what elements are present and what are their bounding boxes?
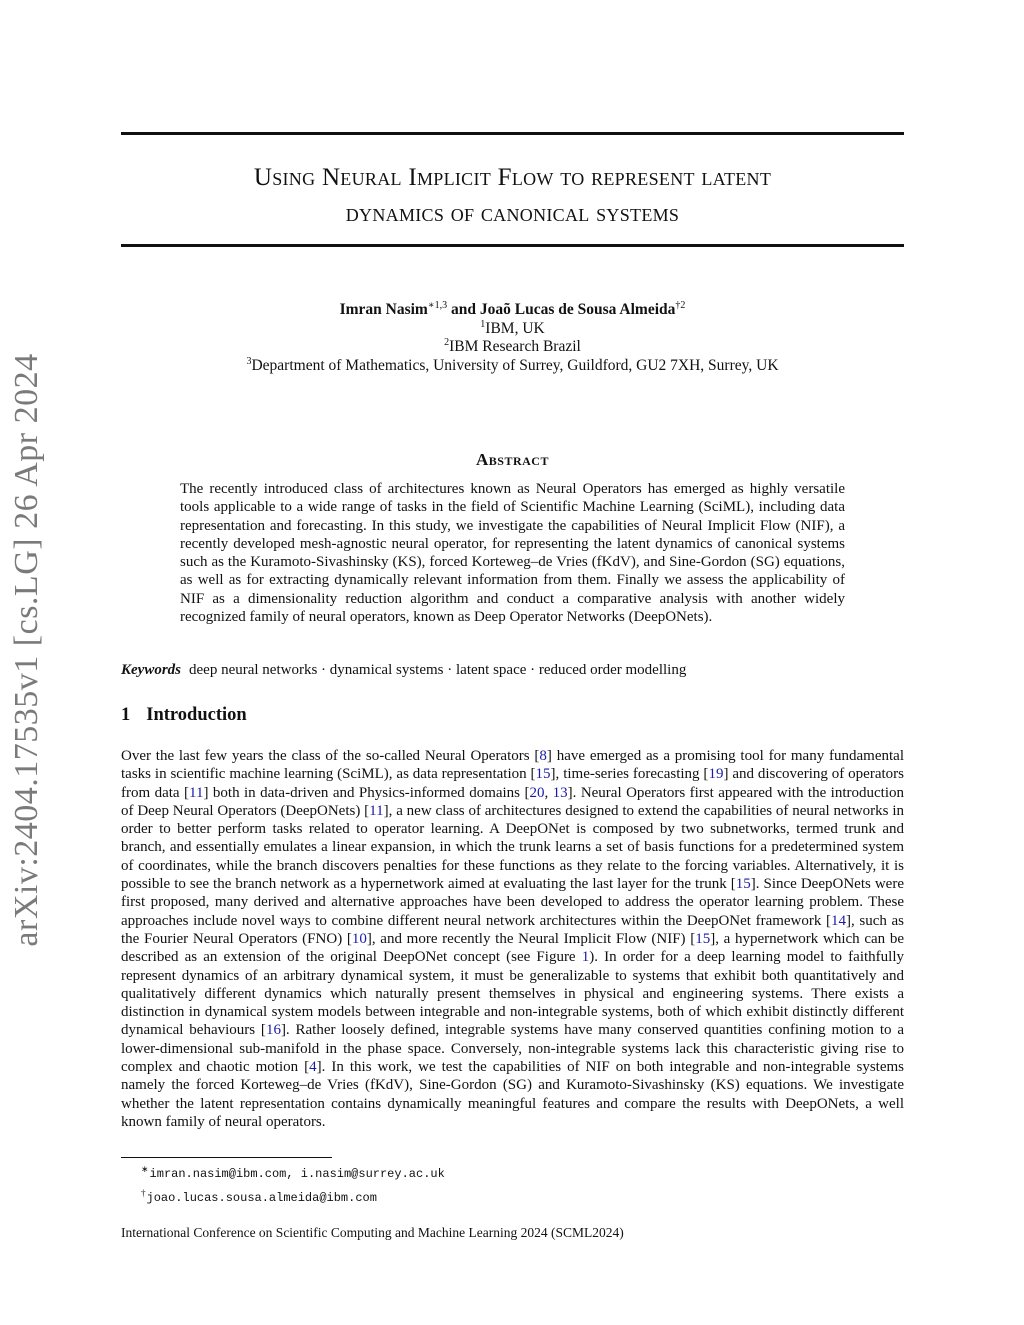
title-bottom-rule [121,244,904,247]
citation-link[interactable]: 11 [369,802,384,819]
footnote-divider [121,1157,332,1158]
figure-link[interactable]: 1 [581,949,590,966]
paper-title [121,160,904,232]
venue-footer: International Conference on Scientific Computing and Machine Learning 2024 (SCML2024) [121,1225,624,1240]
footnotes [141,1160,445,1208]
citation-link[interactable]: 20 [529,784,545,801]
affiliation-1: $^1$IBM, UK [480,318,545,337]
citation-link[interactable]: 15 [535,766,551,783]
keywords-label: Keywords [121,662,181,678]
title-line-2: dynamics of canonical systems [345,200,680,227]
citation-link[interactable]: 16 [265,1022,281,1039]
citation-link[interactable]: 19 [708,766,724,783]
introduction-paragraph: Over the last few years the class of the so-called Neural Operators [8] have emerged as a promising tool for many fundamental tasks in scientific machine learning (SciML), as data representation [15], time-series forecasting [19] and discovering of operators from data [11] both in data-driven and Physics-informed domains [20, 13]. Neural Operators first appeared with the introduction of Deep Neural Operators (DeepONets) [11], a new class of architectures designed to extend the capabilities of neural networks in order to better perform tasks related to operator learning. A DeepONet is composed by two subnetworks, termed trunk and branch, and essentially emulates a linear expansion, in which the trunk learns a set of basis functions for a predetermined system of coordinates, while the branch discovers penalties for these functions as they relate to the forcing variables. Alternatively, it is possible to see the branch network as a hypernetwork aimed at evaluating the last layer for the trunk [15]. Since DeepONets were first proposed, many derived and alternative approaches have been developed to address the operator learning problem. These approaches include novel ways to combine different neural network architectures within the DeepONet framework [14], such as the Fourier Neural Operators (FNO) [10], and more recently the Neural Implicit Flow (NIF) [15], a hypernetwork which can be described as an extension of the original DeepONet concept (see Figure 1). In order for a deep learning model to faithfully represent dynamics of an arbitrary dynamical system, it must be generalizable to systems that exhibit both quantitatively and qualitatively different dynamics which naturally present themselves in physical and engineering systems. There exists a distinction in dynamical system models between integrable and non-integrable systems, both of which exhibit distinctly different dynamical behaviours [16]. Rather loosely defined, integrable systems have many conserved quantities confining motion to a lower-dimensional sub-manifold in the phase space. Conversely, non-integrable systems lack this characteristic giving rise to complex and chaotic motion [4]. In this work, we test the capabilities of NIF on both integrable and non-integrable systems namely the forced Korteweg–de Vries (fKdV), Sine-Gordon (SG) and Kuramoto-Sivashinsky (KS) equations. We investigate whether the latent representation contains dynamically meaningful features and compare the results with DeepONets, a well known family of neural operators. [121,748,905,1130]
citation-link[interactable]: 11 [189,784,204,801]
arxiv-id: arXiv:2404.17535v1 [cs.LG] 26 Apr 2024 [8,353,45,947]
title-top-rule [121,132,904,135]
keywords [121,661,904,679]
author-1: Imran Nasim [339,301,428,318]
section-title: Introduction [146,705,247,725]
author-block [121,301,904,375]
author-2-affil: †2 [675,299,686,311]
citation-link[interactable]: 8 [539,748,547,764]
keywords-text: deep neural networks · dynamical systems · latent space · reduced order modelling [189,662,687,678]
citation-link[interactable]: 15 [695,930,711,947]
title-line-1: Using Neural Implicit Flow to represent latent [253,164,772,191]
citation-link[interactable]: 13 [552,784,568,801]
footnote-2: †joao.lucas.sousa.almeida@ibm.com [141,1188,377,1205]
abstract-text: The recently introduced class of architectures known as Neural Operators has emerged as highly versatile tools applicable to a wide range of tasks in the field of Scientific Machine Learning (SciML), including data representation and forecasting. In this study, we investigate the capabilities of Neural Implicit Flow (NIF), a recently developed mesh-agnostic neural operator, for representing the latent dynamics of canonical systems such as the Kuramoto-Sivashinsky (KS), forced Korteweg–de Vries (fKdV), and Sine-Gordon (SG) equations, as well as for extracting dynamically relevant information from them. Finally we assess the applicability of NIF as a dimensionality reduction algorithm and conduct a comparative analysis with another widely recognized family of neural operators, known as Deep Operator Networks (DeepONets). [180,481,845,626]
author-names [121,301,904,320]
abstract-heading: Abstract [476,450,549,469]
footnote-1: ∗imran.nasim@ibm.com, i.nasim@surrey.ac.uk [141,1164,445,1181]
author-1-affil: ∗1,3 [427,299,448,311]
citation-link[interactable]: 15 [735,876,751,893]
citation-link[interactable]: 14 [831,912,847,929]
citation-link[interactable]: 10 [351,930,367,947]
affiliation-2: $^2$IBM Research Brazil [444,336,581,355]
section-number: 1 [121,705,131,725]
citation-link[interactable]: 4 [309,1059,317,1076]
section-heading [121,705,247,726]
author-connector: and [447,301,480,318]
affiliation-3: $^3$Department of Mathematics, University of Surrey, Guildford, GU2 7XH, Surrey, UK [246,355,779,374]
author-2: Joaõ Lucas de Sousa Almeida [479,301,676,318]
